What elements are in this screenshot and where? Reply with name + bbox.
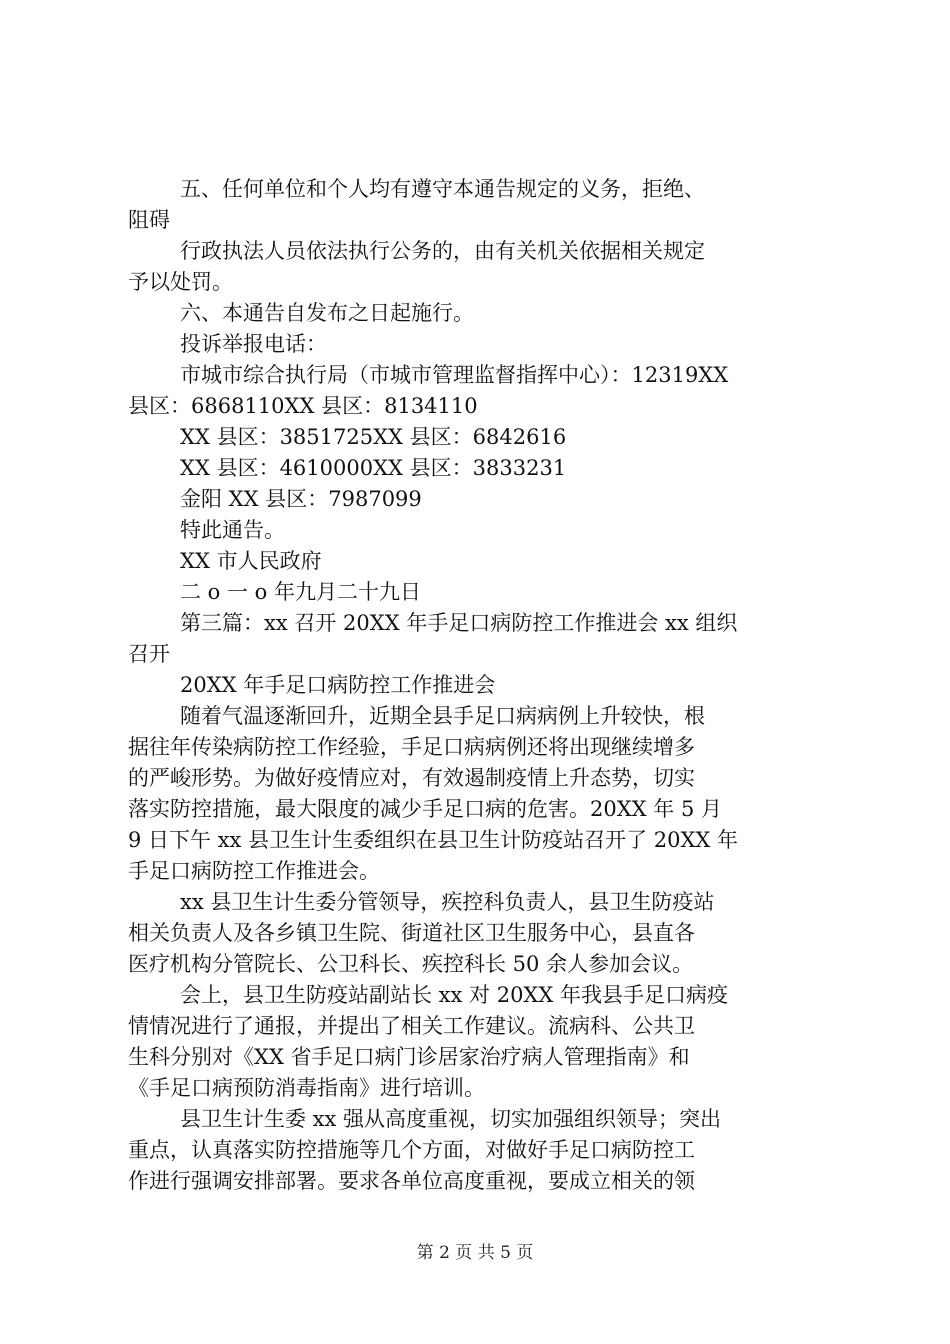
text-line: 五、任何单位和个人均有遵守本通告规定的义务，拒绝、 — [180, 177, 705, 201]
text-line: 特此通告。 — [180, 518, 285, 542]
text-line: 县区：6868110XX 县区：8134110 — [128, 394, 478, 418]
text-line: 会上，县卫生防疫站副站长 xx 对 20XX 年我县手足口病疫 — [180, 983, 729, 1007]
text-line: XX 市人民政府 — [180, 549, 322, 573]
text-line: 阻碍 — [128, 208, 170, 232]
text-line: 手足口病防控工作推进会。 — [128, 859, 380, 883]
text-line: 随着气温逐渐回升，近期全县手足口病病例上升较快，根 — [180, 704, 705, 728]
text-line: 医疗机构分管院长、公卫科长、疾控科长 50 余人参加会议。 — [128, 952, 694, 976]
text-line: 《手足口病预防消毒指南》进行培训。 — [128, 1076, 485, 1100]
text-line: 予以处罚。 — [128, 270, 233, 294]
text-line: 情情况进行了通报，并提出了相关工作建议。流病科、公共卫 — [128, 1014, 695, 1038]
text-line: 市城市综合执行局（市城市管理监督指挥中心）：12319XX — [180, 363, 729, 387]
text-line: 六、本通告自发布之日起施行。 — [180, 301, 474, 325]
text-line: 生科分别对《XX 省手足口病门诊居家治疗病人管理指南》和 — [128, 1045, 690, 1069]
text-line: 作进行强调安排部署。要求各单位高度重视，要成立相关的领 — [128, 1169, 695, 1193]
text-line: 据往年传染病防控工作经验，手足口病病例还将出现继续增多 — [128, 735, 695, 759]
text-line: 县卫生计生委 xx 强从高度重视，切实加强组织领导；突出 — [180, 1107, 722, 1131]
text-line: 的严峻形势。为做好疫情应对，有效遏制疫情上升态势，切实 — [128, 766, 695, 790]
text-line: 重点，认真落实防控措施等几个方面，对做好手足口病防控工 — [128, 1138, 695, 1162]
text-line: XX 县区：3851725XX 县区：6842616 — [180, 425, 567, 449]
text-line: 行政执法人员依法执行公务的，由有关机关依据相关规定 — [180, 239, 705, 263]
text-line: 9 日下午 xx 县卫生计生委组织在县卫生计防疫站召开了 20XX 年 — [128, 828, 739, 852]
text-line: 投诉举报电话： — [180, 332, 327, 356]
text-line: XX 县区：4610000XX 县区：3833231 — [180, 456, 567, 480]
text-line: 相关负责人及各乡镇卫生院、街道社区卫生服务中心，县直各 — [128, 921, 695, 945]
text-line: 金阳 XX 县区：7987099 — [180, 487, 422, 511]
section-heading: 第三篇：xx 召开 20XX 年手足口病防控工作推进会 xx 组织 — [180, 611, 738, 635]
section-heading: 召开 — [128, 642, 170, 666]
body-text — [128, 174, 828, 1197]
text-line: 落实防控措施，最大限度的减少手足口病的危害。20XX 年 5 月 — [128, 797, 723, 821]
page-footer: 第 2 页 共 5 页 — [416, 1243, 534, 1263]
text-line: xx 县卫生计生委分管领导，疾控科负责人，县卫生防疫站 — [180, 890, 715, 914]
section-heading: 20XX 年手足口病防控工作推进会 — [180, 673, 496, 697]
text-line: 二 o 一 o 年九月二十九日 — [180, 580, 421, 604]
